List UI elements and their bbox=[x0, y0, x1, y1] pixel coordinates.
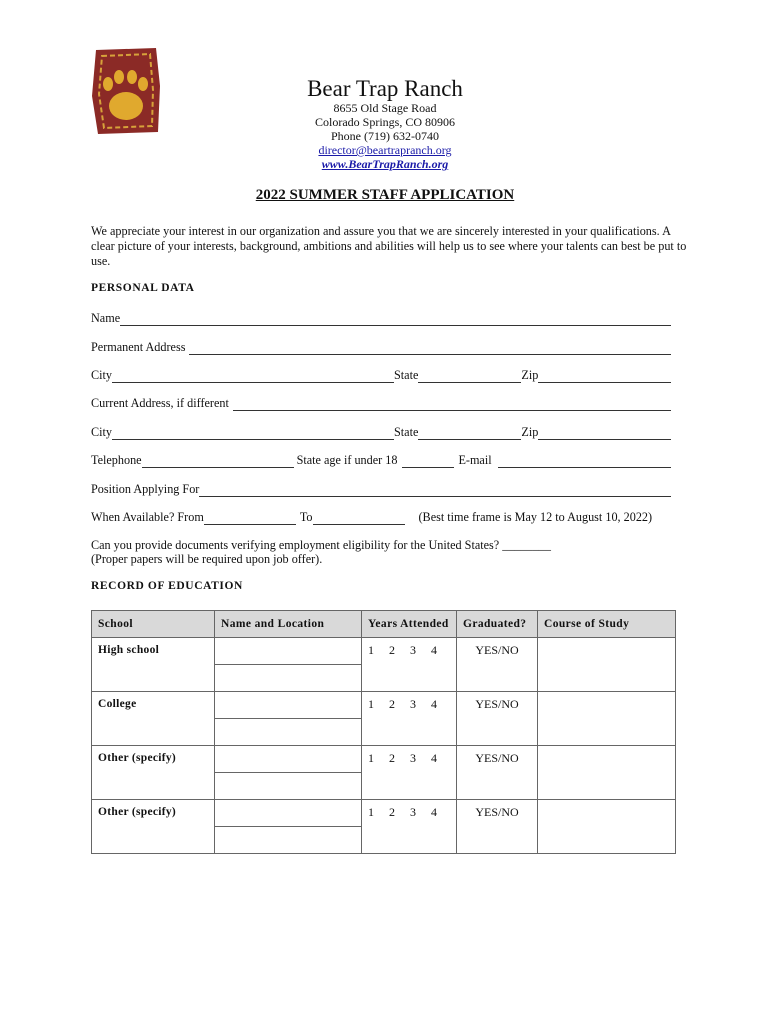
email-link[interactable]: director@beartrapranch.org bbox=[318, 143, 452, 157]
name-field[interactable] bbox=[215, 800, 361, 827]
year-option[interactable]: 2 bbox=[389, 751, 395, 765]
org-address: 8655 Old Stage Road bbox=[333, 101, 437, 115]
org-city: Colorado Springs, CO 80906 bbox=[314, 115, 455, 129]
year-option[interactable]: 2 bbox=[389, 805, 395, 819]
years-cell bbox=[362, 746, 457, 800]
zip-field[interactable] bbox=[538, 427, 671, 440]
year-option[interactable]: 4 bbox=[431, 751, 437, 765]
state-label: State bbox=[394, 425, 419, 439]
available-from-field[interactable] bbox=[204, 512, 296, 525]
position-row bbox=[91, 481, 671, 497]
graduated-cell[interactable] bbox=[457, 746, 538, 800]
location-field[interactable] bbox=[215, 827, 361, 853]
website-link[interactable]: www.BearTrapRanch.org bbox=[321, 157, 449, 171]
zip-label: Zip bbox=[521, 425, 539, 439]
personal-data-heading: PERSONAL DATA bbox=[91, 282, 195, 294]
name-label: Name bbox=[91, 311, 121, 325]
current-address-field[interactable] bbox=[233, 398, 671, 411]
col-school: School bbox=[92, 611, 215, 638]
name-location-cell bbox=[215, 638, 362, 692]
location-field[interactable] bbox=[215, 719, 361, 745]
telephone-field[interactable] bbox=[142, 455, 294, 468]
zip-label: Zip bbox=[521, 368, 539, 382]
permanent-address-label: Permanent Address bbox=[91, 340, 186, 354]
permanent-address-field[interactable] bbox=[189, 342, 671, 355]
city-row-2 bbox=[91, 424, 671, 440]
state-field[interactable] bbox=[418, 427, 521, 440]
intro-paragraph: We appreciate your interest in our organization and assure you that we are sincerely interested in your qualifications. A clear picture of your interests, background, ambitions and abilities will help us to see where your talents can best be put to use. bbox=[91, 224, 687, 268]
year-option[interactable]: 1 bbox=[368, 805, 374, 819]
school-type: Other (specify) bbox=[92, 800, 215, 854]
telephone-row bbox=[91, 452, 671, 468]
email-label: E-mail bbox=[458, 453, 492, 467]
current-address-label: Current Address, if different bbox=[91, 396, 229, 410]
city-label: City bbox=[91, 368, 112, 382]
education-heading: RECORD OF EDUCATION bbox=[91, 580, 243, 592]
name-field[interactable] bbox=[215, 638, 361, 665]
available-to-label: To bbox=[299, 510, 313, 524]
city-field[interactable] bbox=[112, 370, 394, 383]
year-option[interactable]: 3 bbox=[410, 643, 416, 657]
table-header-row bbox=[92, 611, 676, 638]
table-row bbox=[92, 692, 676, 746]
bear-paw-logo bbox=[90, 46, 162, 136]
availability-row bbox=[91, 509, 676, 525]
eligibility-question: Can you provide documents verifying employment eligibility for the United States? ________ bbox=[91, 538, 551, 552]
city-row-1 bbox=[91, 367, 671, 383]
years-cell bbox=[362, 800, 457, 854]
graduated-option[interactable]: YES/NO bbox=[475, 697, 519, 711]
year-option[interactable]: 2 bbox=[389, 643, 395, 657]
eligibility-note: (Proper papers will be required upon job offer). bbox=[91, 552, 323, 566]
table-row bbox=[92, 800, 676, 854]
name-location-cell bbox=[215, 746, 362, 800]
year-option[interactable]: 1 bbox=[368, 697, 374, 711]
graduated-cell[interactable] bbox=[457, 800, 538, 854]
current-address-row bbox=[91, 395, 671, 411]
year-option[interactable]: 3 bbox=[410, 751, 416, 765]
name-field[interactable] bbox=[120, 313, 671, 326]
school-type: Other (specify) bbox=[92, 746, 215, 800]
years-cell bbox=[362, 692, 457, 746]
age-label: State age if under 18 bbox=[296, 453, 398, 467]
col-course: Course of Study bbox=[538, 611, 676, 638]
graduated-option[interactable]: YES/NO bbox=[475, 805, 519, 819]
years-cell bbox=[362, 638, 457, 692]
year-option[interactable]: 4 bbox=[431, 805, 437, 819]
city-field[interactable] bbox=[112, 427, 394, 440]
name-location-cell bbox=[215, 800, 362, 854]
location-field[interactable] bbox=[215, 773, 361, 799]
state-label: State bbox=[394, 368, 419, 382]
available-to-field[interactable] bbox=[313, 512, 405, 525]
year-option[interactable]: 2 bbox=[389, 697, 395, 711]
school-type: College bbox=[92, 692, 215, 746]
name-location-cell bbox=[215, 692, 362, 746]
name-field[interactable] bbox=[215, 746, 361, 773]
col-years: Years Attended bbox=[362, 611, 457, 638]
graduated-cell[interactable] bbox=[457, 692, 538, 746]
table-row bbox=[92, 638, 676, 692]
table-row bbox=[92, 746, 676, 800]
application-title: 2022 SUMMER STAFF APPLICATION bbox=[255, 187, 515, 203]
permanent-address-row bbox=[91, 339, 671, 355]
state-field[interactable] bbox=[418, 370, 521, 383]
graduated-cell[interactable] bbox=[457, 638, 538, 692]
course-field[interactable] bbox=[538, 638, 676, 692]
year-option[interactable]: 1 bbox=[368, 643, 374, 657]
org-name: Bear Trap Ranch bbox=[307, 76, 463, 101]
school-type: High school bbox=[92, 638, 215, 692]
year-option[interactable]: 3 bbox=[410, 697, 416, 711]
course-field[interactable] bbox=[538, 800, 676, 854]
graduated-option[interactable]: YES/NO bbox=[475, 643, 519, 657]
col-name-location: Name and Location bbox=[215, 611, 362, 638]
year-option[interactable]: 3 bbox=[410, 805, 416, 819]
location-field[interactable] bbox=[215, 665, 361, 691]
education-table bbox=[91, 610, 676, 854]
graduated-option[interactable]: YES/NO bbox=[475, 751, 519, 765]
position-field[interactable] bbox=[199, 484, 671, 497]
year-option[interactable]: 4 bbox=[431, 697, 437, 711]
age-field[interactable] bbox=[402, 455, 454, 468]
telephone-label: Telephone bbox=[91, 453, 142, 467]
year-option[interactable]: 1 bbox=[368, 751, 374, 765]
org-phone: Phone (719) 632-0740 bbox=[331, 129, 439, 143]
col-graduated: Graduated? bbox=[457, 611, 538, 638]
available-from-label: When Available? From bbox=[91, 510, 204, 524]
zip-field[interactable] bbox=[538, 370, 671, 383]
year-option[interactable]: 4 bbox=[431, 643, 437, 657]
position-label: Position Applying For bbox=[91, 482, 200, 496]
name-field-row bbox=[91, 310, 671, 326]
best-time-note: (Best time frame is May 12 to August 10, 2022) bbox=[418, 510, 653, 524]
course-field[interactable] bbox=[538, 746, 676, 800]
email-field[interactable] bbox=[498, 455, 671, 468]
name-field[interactable] bbox=[215, 692, 361, 719]
city-label: City bbox=[91, 425, 112, 439]
course-field[interactable] bbox=[538, 692, 676, 746]
